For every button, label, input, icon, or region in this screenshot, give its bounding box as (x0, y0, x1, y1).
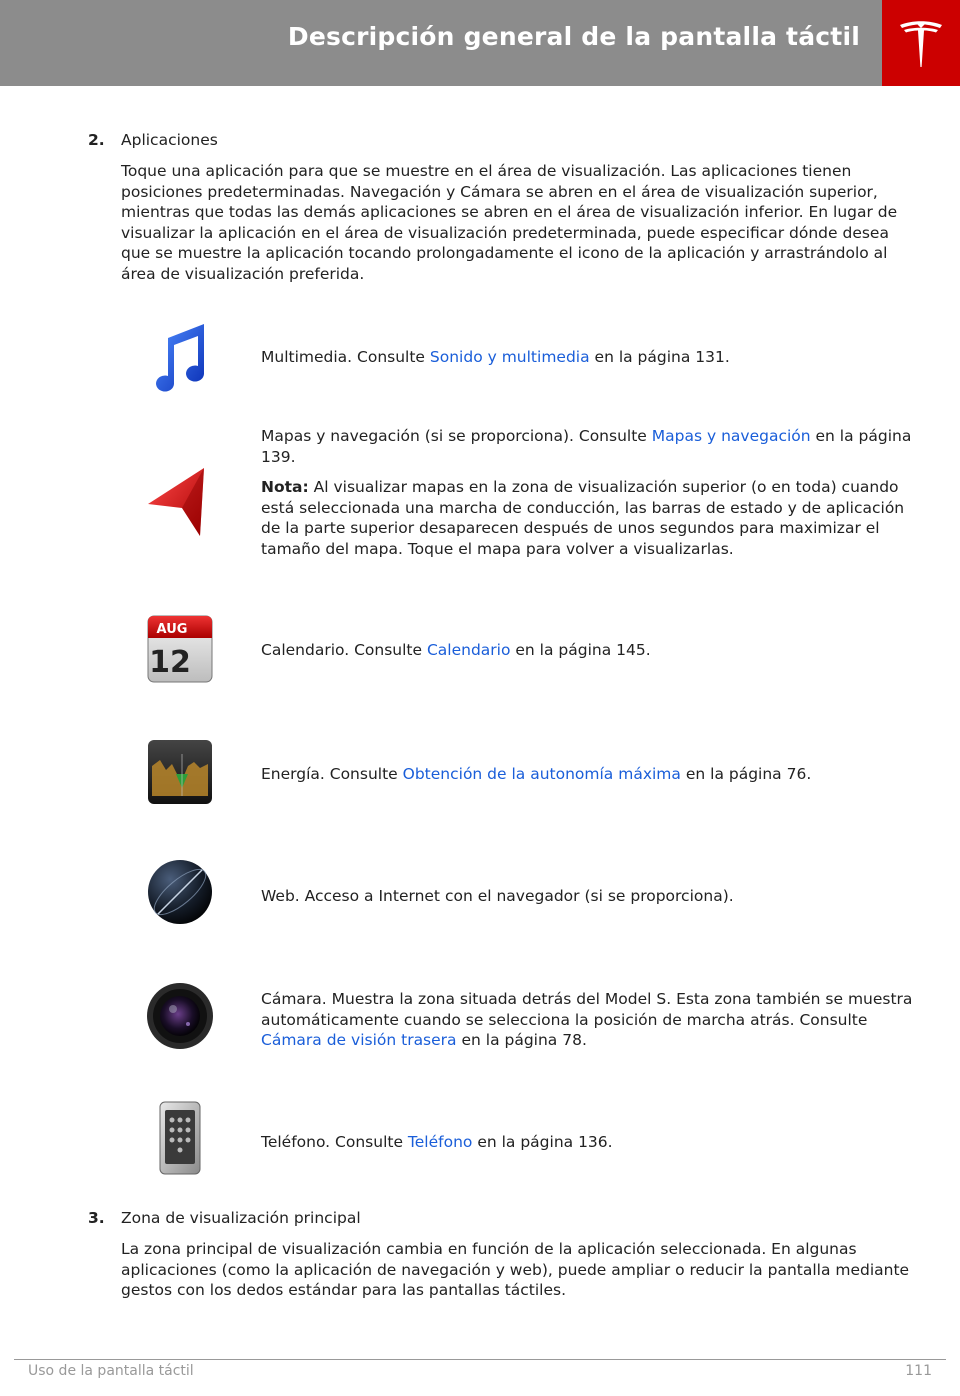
app-text-web: Web. Acceso a Internet con el navegador (si se proporciona). (261, 887, 734, 905)
link-energy[interactable]: Obtención de la autonomía máxima (402, 765, 681, 783)
section-number: 2. (88, 131, 105, 149)
link-camera[interactable]: Cámara de visión trasera (261, 1031, 457, 1049)
phone-icon (142, 1100, 218, 1176)
note-label: Nota: (261, 478, 309, 496)
section-body: La zona principal de visualización cambia en función de la aplicación seleccionada. En algunas aplicaciones (como la aplicación de navegación y web), puede ampliar o reducir la pantalla mediante gestos con los dedos estándar para las pantallas táctiles. (121, 1240, 910, 1299)
globe-icon (142, 856, 218, 932)
tesla-logo (882, 0, 960, 86)
page-header (0, 0, 960, 86)
link-phone[interactable]: Teléfono (407, 1133, 473, 1151)
footer-chapter: Uso de la pantalla táctil (28, 1363, 194, 1379)
tesla-t-icon (898, 17, 944, 69)
app-text-maps: Mapas y navegación (si se proporciona). Consulte Mapas y navegación en la página 139. Nota: Al visualizar mapas en la zona de visualización superior (o en toda) cuando está seleccionada una marcha de conducción, las barras de estado y de aplicación de la parte superior desaparecen después de unos segundos para maximizar el tamaño del mapa. Toque el mapa para volver a visualizarlas. (261, 427, 912, 558)
page-number: 111 (905, 1363, 932, 1379)
link-calendar[interactable]: Calendario (426, 641, 511, 659)
app-text-camera: Cámara. Muestra la zona situada detrás del Model S. Esta zona también se muestra automáticamente cuando se selecciona la posición de marcha atrás. Consulte Cámara de visión trasera en la página 78. (261, 990, 913, 1049)
section-title: Aplicaciones (121, 131, 218, 149)
section-body: Toque una aplicación para que se muestre en el área de visualización. Las aplicaciones tienen posiciones predeterminadas. Navegación y Cámara se abren en el área de visualización superior, mientras que todas las demás aplicaciones se abren en el área de visualización inferior. En lugar de visualizar la aplicación en el área de visualización predeterminada, puede especificar dónde desea que se muestre la aplicación tocando prolongadamente el icono de la aplicación y arrastrándolo al área de visualización preferida. (121, 162, 898, 283)
link-media[interactable]: Sonido y multimedia (429, 348, 590, 366)
camera-lens-icon (142, 980, 218, 1056)
app-text-phone: Teléfono. Consulte Teléfono en la página 136. (261, 1133, 613, 1151)
svg-text:12: 12 (149, 645, 191, 680)
link-maps[interactable]: Mapas y navegación (651, 427, 811, 445)
svg-text:AUG: AUG (156, 622, 188, 637)
section-number: 3. (88, 1209, 105, 1227)
footer-divider (14, 1359, 946, 1360)
energy-graph-icon (142, 736, 218, 812)
app-text-energy: Energía. Consulte Obtención de la autonomía máxima en la página 76. (261, 765, 812, 783)
navigation-arrow-icon (142, 464, 218, 540)
page-title: Descripción general de la pantalla táctil (287, 22, 860, 51)
app-text-calendar: Calendario. Consulte Calendario en la página 145. (261, 641, 651, 659)
app-text-media: Multimedia. Consulte Sonido y multimedia en la página 131. (261, 348, 730, 366)
section-title: Zona de visualización principal (121, 1209, 361, 1227)
music-note-icon (142, 320, 218, 396)
calendar-icon (142, 612, 218, 688)
